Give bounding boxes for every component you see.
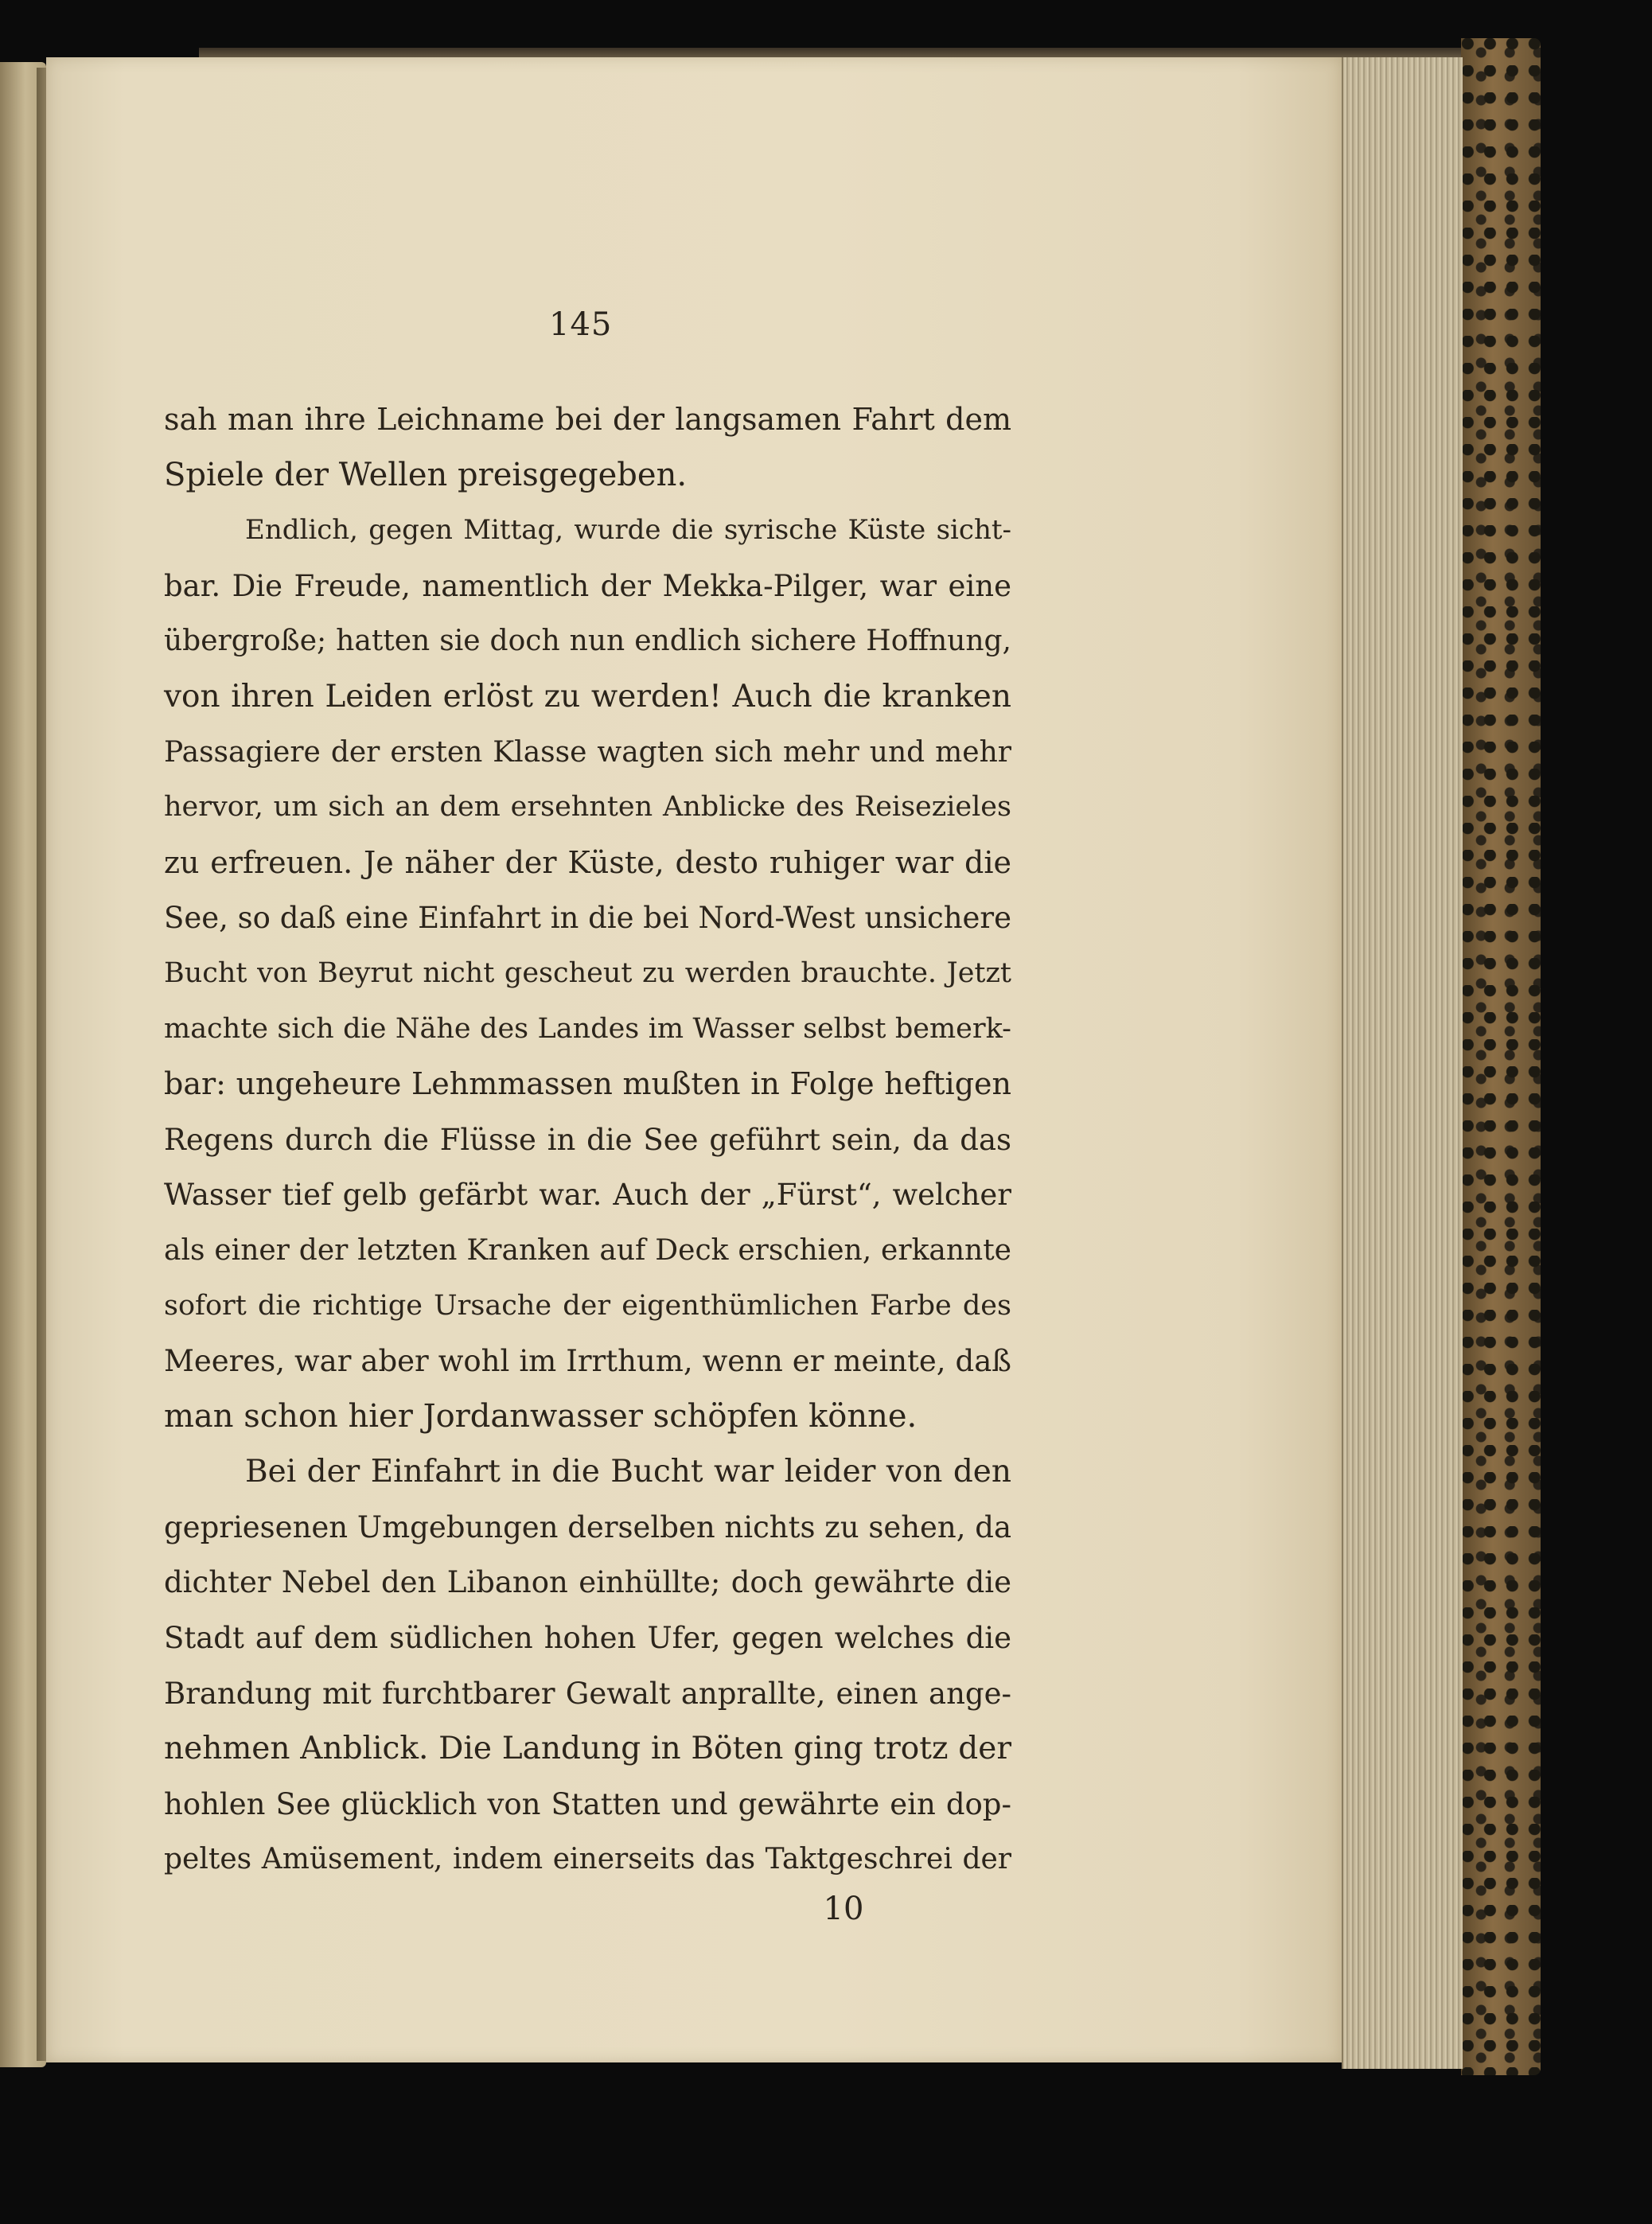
text-line: man schon hier Jordanwasser schöpfen könne. <box>164 1397 918 1435</box>
body-text <box>164 392 1011 1887</box>
text-line: Passagiere der ersten Klasse wagten sich mehr und mehr <box>164 735 1011 769</box>
text-line: hohlen See glücklich von Statten und gewährte ein dop- <box>164 1786 1011 1821</box>
stacked-page-edges <box>1342 57 1463 2069</box>
text-line: gepriesenen Umgebungen derselben nichts zu sehen, da <box>164 1509 1012 1544</box>
text-line: Wasser tief gelb gefärbt war. Auch der „Fürst“, welcher <box>164 1178 1011 1213</box>
text-line: Bei der Einfahrt in die Bucht war leider von den <box>245 1454 1011 1490</box>
text-line: Meeres, war aber wohl im Irrthum, wenn er meinte, daß <box>164 1344 1011 1379</box>
text-line: Bucht von Beyrut nicht gescheut zu werden brauchte. Jetzt <box>164 956 1011 989</box>
text-line: übergroße; hatten sie doch nun endlich sichere Hoffnung, <box>164 625 1011 658</box>
text-line: Stadt auf dem südlichen hohen Ufer, gegen welches die <box>164 1621 1011 1656</box>
text-line: hervor, um sich an dem ersehnten Anblicke des Reisezieles <box>164 791 1011 824</box>
text-line: zu erfreuen. Je näher der Küste, desto ruhiger war die <box>164 844 1011 880</box>
text-line: Spiele der Wellen preisgegeben. <box>164 456 688 493</box>
book-cover-spine-edge <box>1461 38 1541 2075</box>
text-line: sah man ihre Leichname bei der langsamen Fahrt dem <box>164 402 1011 437</box>
text-line: bar. Die Freude, namentlich der Mekka-Pilger, war eine <box>164 568 1011 603</box>
text-line: See, so daß eine Einfahrt in die bei Nord-West unsichere <box>164 901 1012 936</box>
text-line: als einer der letzten Kranken auf Deck erschien, erkannte <box>164 1233 1011 1267</box>
text-line: dichter Nebel den Libanon einhüllte; doch gewährte die <box>164 1565 1011 1600</box>
text-line: sofort die richtige Ursache der eigenthümlichen Farbe des <box>164 1289 1011 1322</box>
text-line: machte sich die Nähe des Landes im Wasser selbst bemerk- <box>164 1012 1011 1045</box>
text-line: peltes Amüsement, indem einerseits das Taktgeschrei der <box>164 1843 1011 1876</box>
signature-mark: 10 <box>823 1891 864 1927</box>
text-line: Endlich, gegen Mittag, wurde die syrische Küste sicht- <box>245 514 1011 547</box>
text-line: Regens durch die Flüsse in die See geführt sein, da das <box>164 1122 1011 1157</box>
text-line: nehmen Anblick. Die Landung in Böten ging trotz der <box>164 1731 1011 1767</box>
text-line: von ihren Leiden erlöst zu werden! Auch die kranken <box>164 678 1011 715</box>
text-line: bar: ungeheure Lehmmassen mußten in Folge heftigen <box>164 1066 1011 1102</box>
text-line: Brandung mit furchtbarer Gewalt anprallte, einen ange- <box>164 1676 1011 1711</box>
page-number: 145 <box>549 306 613 343</box>
